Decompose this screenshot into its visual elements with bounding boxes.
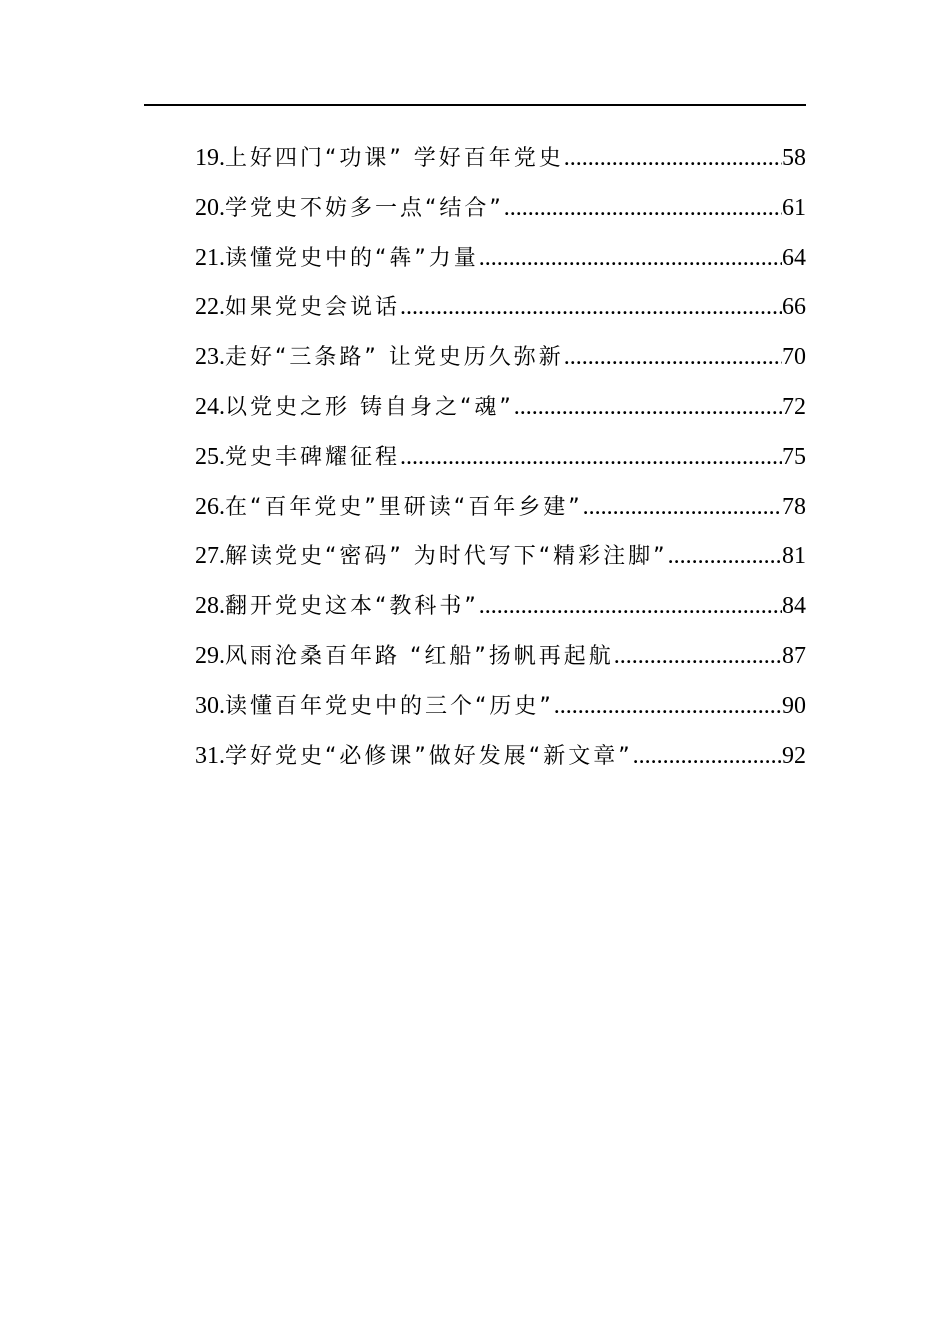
toc-dot-leader: [564, 339, 782, 376]
toc-entry-number: 21.: [195, 244, 225, 271]
toc-entry-title: 学好党史“必修课”做好发展“新文章”: [225, 743, 633, 769]
toc-entry-title: 上好四门“功课” 学好百年党史: [225, 146, 564, 171]
toc-entry-number: 20.: [195, 194, 225, 221]
toc-entry: [195, 190, 806, 240]
toc-entry-number: 19.: [195, 145, 225, 171]
toc-entry-title: 党史丰碑耀征程: [225, 444, 401, 470]
toc-entry-number: 29.: [195, 642, 225, 669]
toc-entry: [195, 588, 806, 638]
toc-entry: [195, 339, 806, 389]
toc-entry-page: 87: [782, 642, 806, 669]
toc-entry: [195, 538, 806, 588]
toc-entry-page: 66: [782, 294, 806, 321]
toc-dot-leader: [614, 638, 782, 675]
toc-entry-page: 81: [782, 543, 806, 570]
toc-dot-leader: [564, 140, 782, 177]
toc-entry-page: 84: [782, 593, 806, 620]
toc-entry: [195, 140, 806, 190]
toc-entry-page: 61: [782, 194, 806, 221]
toc-entry-title: 读懂百年党史中的三个“历史”: [225, 693, 554, 719]
toc-entry-number: 24.: [195, 393, 225, 420]
toc-entry-number: 25.: [195, 443, 225, 470]
toc-entry: [195, 489, 806, 539]
table-of-contents: [195, 140, 806, 787]
toc-dot-leader: [479, 588, 782, 625]
toc-dot-leader: [633, 738, 782, 775]
toc-entry-title: 翻开党史这本“教科书”: [225, 594, 479, 620]
toc-entry-title: 读懂党史中的“犇”力量: [225, 245, 479, 271]
toc-entry-page: 58: [782, 145, 806, 171]
toc-entry-number: 31.: [195, 742, 225, 769]
toc-entry-number: 22.: [195, 294, 225, 321]
toc-entry-page: 70: [782, 344, 806, 371]
toc-dot-leader: [583, 489, 782, 526]
toc-entry-page: 78: [782, 493, 806, 520]
toc-entry-number: 30.: [195, 692, 225, 719]
toc-entry-number: 23.: [195, 344, 225, 371]
toc-entry-title: 风雨沧桑百年路 “红船”扬帆再起航: [225, 643, 614, 669]
toc-entry: [195, 289, 806, 339]
toc-entry: [195, 439, 806, 489]
toc-entry: [195, 688, 806, 738]
toc-dot-leader: [400, 439, 782, 476]
toc-entry-number: 26.: [195, 493, 225, 520]
toc-entry-title: 走好“三条路” 让党史历久弥新: [225, 345, 564, 371]
toc-entry-page: 90: [782, 692, 806, 719]
header-rule: [144, 104, 806, 106]
toc-dot-leader: [514, 389, 782, 426]
toc-entry-title: 以党史之形 铸自身之“魂”: [225, 394, 514, 420]
toc-dot-leader: [554, 688, 782, 725]
toc-entry: [195, 638, 806, 688]
toc-entry-page: 92: [782, 742, 806, 769]
toc-dot-leader: [479, 240, 782, 277]
toc-entry-title: 如果党史会说话: [225, 295, 401, 321]
toc-entry-title: 在“百年党史”里研读“百年乡建”: [225, 494, 583, 520]
toc-dot-leader: [504, 190, 782, 227]
toc-dot-leader: [668, 538, 782, 575]
toc-entry-number: 27.: [195, 543, 225, 570]
toc-entry: [195, 738, 806, 788]
toc-entry-title: 学党史不妨多一点“结合”: [225, 195, 504, 221]
toc-entry-number: 28.: [195, 593, 225, 620]
toc-entry: [195, 389, 806, 439]
toc-dot-leader: [400, 289, 782, 326]
toc-entry-page: 64: [782, 244, 806, 271]
toc-entry-page: 75: [782, 443, 806, 470]
toc-entry-title: 解读党史“密码” 为时代写下“精彩注脚”: [225, 544, 668, 570]
toc-entry-page: 72: [782, 393, 806, 420]
toc-entry: [195, 240, 806, 290]
